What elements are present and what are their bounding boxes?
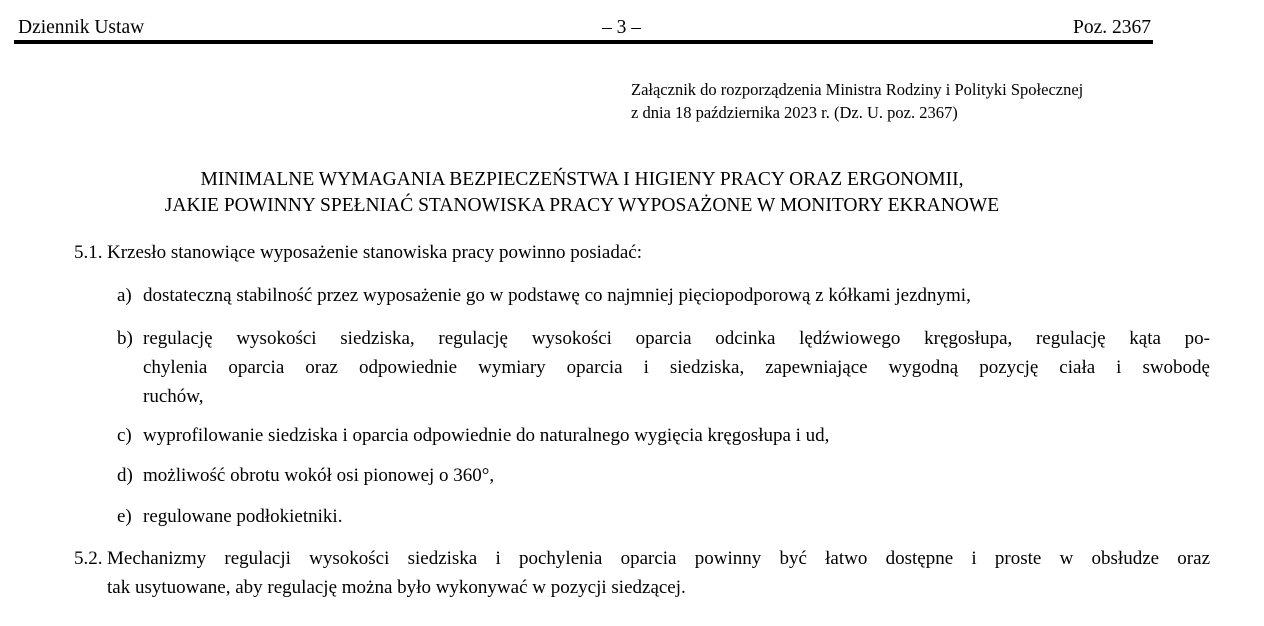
list-item-e — [117, 502, 1210, 531]
list-item-b — [117, 324, 1210, 411]
title-line-2: JAKIE POWINNY SPEŁNIAĆ STANOWISKA PRACY WYPOSAŻONE W MONITORY EKRANOWE — [164, 195, 1000, 216]
section-text: Krzesło stanowiące wyposażenie stanowiska pracy powinno posiadać: — [107, 242, 642, 263]
annex-note — [631, 78, 1083, 124]
section-5-1 — [74, 238, 1210, 267]
document-title — [0, 167, 1164, 219]
list-item-c — [117, 421, 1210, 450]
page-header — [14, 18, 1153, 44]
item-text-line: chylenia oparcia oraz odpowiednie wymiary oparcia i siedziska, zapewniające wygodną pozycję ciała i swobodę — [143, 357, 1210, 378]
section-number: 5.1. — [74, 242, 103, 263]
section-number: 5.2. — [74, 548, 103, 569]
item-marker: b) — [117, 328, 133, 349]
item-marker: a) — [117, 285, 132, 306]
title-line-1: MINIMALNE WYMAGANIA BEZPIECZEŃSTWA I HIGIENY PRACY ORAZ ERGONOMII, — [200, 169, 964, 190]
section-text-line: tak usytuowane, aby regulację można było wykonywać w pozycji siedzącej. — [107, 577, 686, 598]
item-text-line: regulację wysokości siedziska, regulację wysokości oparcia odcinka lędźwiowego kręgosłupa, regulację kąta po- — [143, 328, 1210, 349]
item-text: możliwość obrotu wokół osi pionowej o 360°, — [143, 465, 495, 486]
item-text-line: ruchów, — [143, 386, 204, 407]
item-marker: d) — [117, 465, 133, 486]
list-item-d — [117, 461, 1210, 490]
item-text: wyprofilowanie siedziska i oparcia odpowiednie do naturalnego wygięcia kręgosłupa i ud, — [143, 425, 830, 446]
item-marker: c) — [117, 425, 132, 446]
list-item-a — [117, 281, 1210, 310]
item-text: dostateczną stabilność przez wyposażenie go w podstawę co najmniej pięciopodporową z kółkami jezdnymi, — [143, 285, 971, 306]
item-text: regulowane podłokietniki. — [143, 506, 343, 527]
position-number: Poz. 2367 — [1073, 17, 1151, 38]
annex-line-1: Załącznik do rozporządzenia Ministra Rodziny i Polityki Społecznej — [631, 80, 1084, 99]
annex-line-2: z dnia 18 października 2023 r. (Dz. U. poz. 2367) — [631, 103, 958, 122]
section-text-line: Mechanizmy regulacji wysokości siedziska i pochylenia oparcia powinny być łatwo dostępne i proste w obsłudze oraz — [107, 548, 1210, 569]
journal-title: Dziennik Ustaw — [18, 17, 145, 38]
page-number: – 3 – — [602, 17, 641, 38]
section-5-2 — [74, 544, 1210, 602]
item-marker: e) — [117, 506, 132, 527]
